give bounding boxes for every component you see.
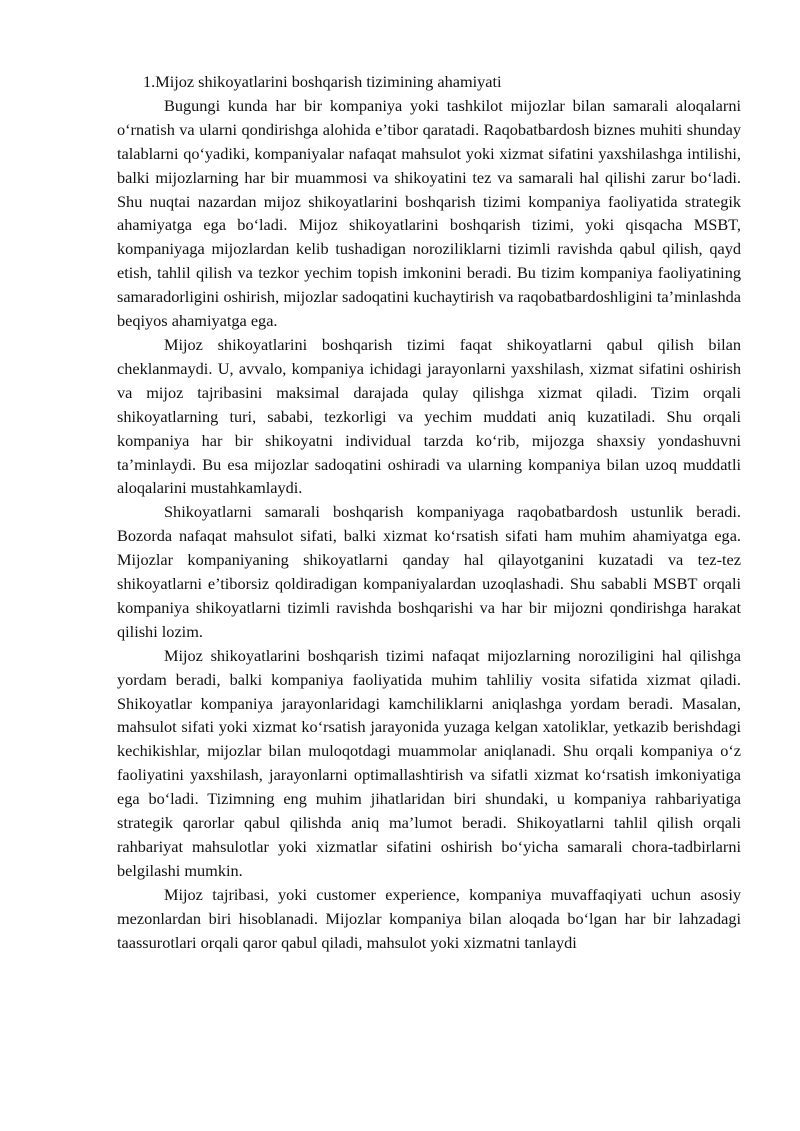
paragraph-5: Mijoz tajribasi, yoki customer experience, kompaniya muvaffaqiyati uchun asosiy mezonlardan biri hisoblanadi. Mijozlar kompaniya bilan aloqada bo‘lgan har bir lahzadagi taassurotlari orqali qaror qabul qiladi, mahsulot yoki xizmatni tanlaydi (117, 884, 741, 952)
paragraph-4: Mijoz shikoyatlarini boshqarish tizimi nafaqat mijozlarning noroziligini hal qilishga yordam beradi, balki kompaniya faoliyatida muhim tahliliy vosita sifatida xizmat qiladi. Shikoyatlar kompaniya jarayonlaridagi kamchiliklarni aniqlashga yordam beradi. Masalan, mahsulot sifati yoki xizmat ko‘rsatish jarayonida yuzaga kelgan xatoliklar, yetkazib berishdagi kechikishlar, mijozlar bilan muloqotdagi muammolar aniqlanadi. Shu orqali kompaniya o‘z faoliyatini yaxshilash, jarayonlarni optimallashtirish va sifatli xizmat ko‘rsatish imkoniyatiga ega bo‘ladi. Tizimning eng muhim jihatlaridan biri shundaki, u kompaniya rahbariyatiga strategik qarorlar qabul qilishda aniq ma’lumot beradi. Shikoyatlarni tahlil qilish orqali rahbariyat mahsulotlar yoki xizmatlar sifatini oshirish bo‘yicha samarali chora-tadbirlarni belgilashi mumkin. (117, 645, 741, 880)
document-page (117, 70, 741, 955)
paragraph-3: Shikoyatlarni samarali boshqarish kompaniyaga raqobatbardosh ustunlik beradi. Bozorda nafaqat mahsulot sifati, balki xizmat ko‘rsatish sifati ham muhim ahamiyatga ega. Mijozlar kompaniyaning shikoyatlarni qanday hal qilayotganini kuzatadi va tez-tez shikoyatlarni e’tiborsiz qoldiradigan kompaniyalardan uzoqlashadi. Shu sababli MSBT orqali kompaniya shikoyatlarni tizimli ravishda boshqarishi va har bir mijozni qondirishga harakat qilishi lozim. (117, 502, 741, 641)
paragraph-1: Bugungi kunda har bir kompaniya yoki tashkilot mijozlar bilan samarali aloqalarni o‘rnatish va ularni qondirishga alohida e’tibor qaratadi. Raqobatbardosh biznes muhiti shunday talablarni qo‘yadiki, kompaniyalar nafaqat mahsulot yoki xizmat sifatini yaxshilashga intilishi, balki mijozlarning har bir muammosi va shikoyatini tez va samarali hal qilishi zarur bo‘ladi. Shu nuqtai nazardan mijoz shikoyatlarini boshqarish tizimi kompaniya faoliyatida strategik ahamiyatga ega bo‘ladi. Mijoz shikoyatlarini boshqarish tizimi, yoki qisqacha MSBT, kompaniyaga mijozlardan kelib tushadigan noroziliklarni tizimli ravishda qabul qilish, qayd etish, tahlil qilish va tezkor yechim topish imkonini beradi. Bu tizim kompaniya faoliyatining samaradorligini oshirish, mijozlar sadoqatini kuchaytirish va raqobatbardoshligini ta’minlashda beqiyos ahamiyatga ega. (117, 95, 741, 331)
paragraph-2: Mijoz shikoyatlarini boshqarish tizimi faqat shikoyatlarni qabul qilish bilan cheklanmaydi. U, avvalo, kompaniya ichidagi jarayonlarni yaxshilash, xizmat sifatini oshirish va mijoz tajribasini maksimal darajada qulay qilishga xizmat qiladi. Tizim orqali shikoyatlarning turi, sababi, tezkorligi va yechim muddati aniq kuzatiladi. Shu orqali kompaniya har bir shikoyatni individual tarzda ko‘rib, mijozga shaxsiy yondashuvni ta’minlaydi. Bu esa mijozlar sadoqatini oshiradi va ularning kompaniya bilan uzoq muddatli aloqalarini mustahkamlaydi. (117, 334, 741, 498)
section-heading: 1.Mijoz shikoyatlarini boshqarish tizimining ahamiyati (143, 72, 502, 91)
